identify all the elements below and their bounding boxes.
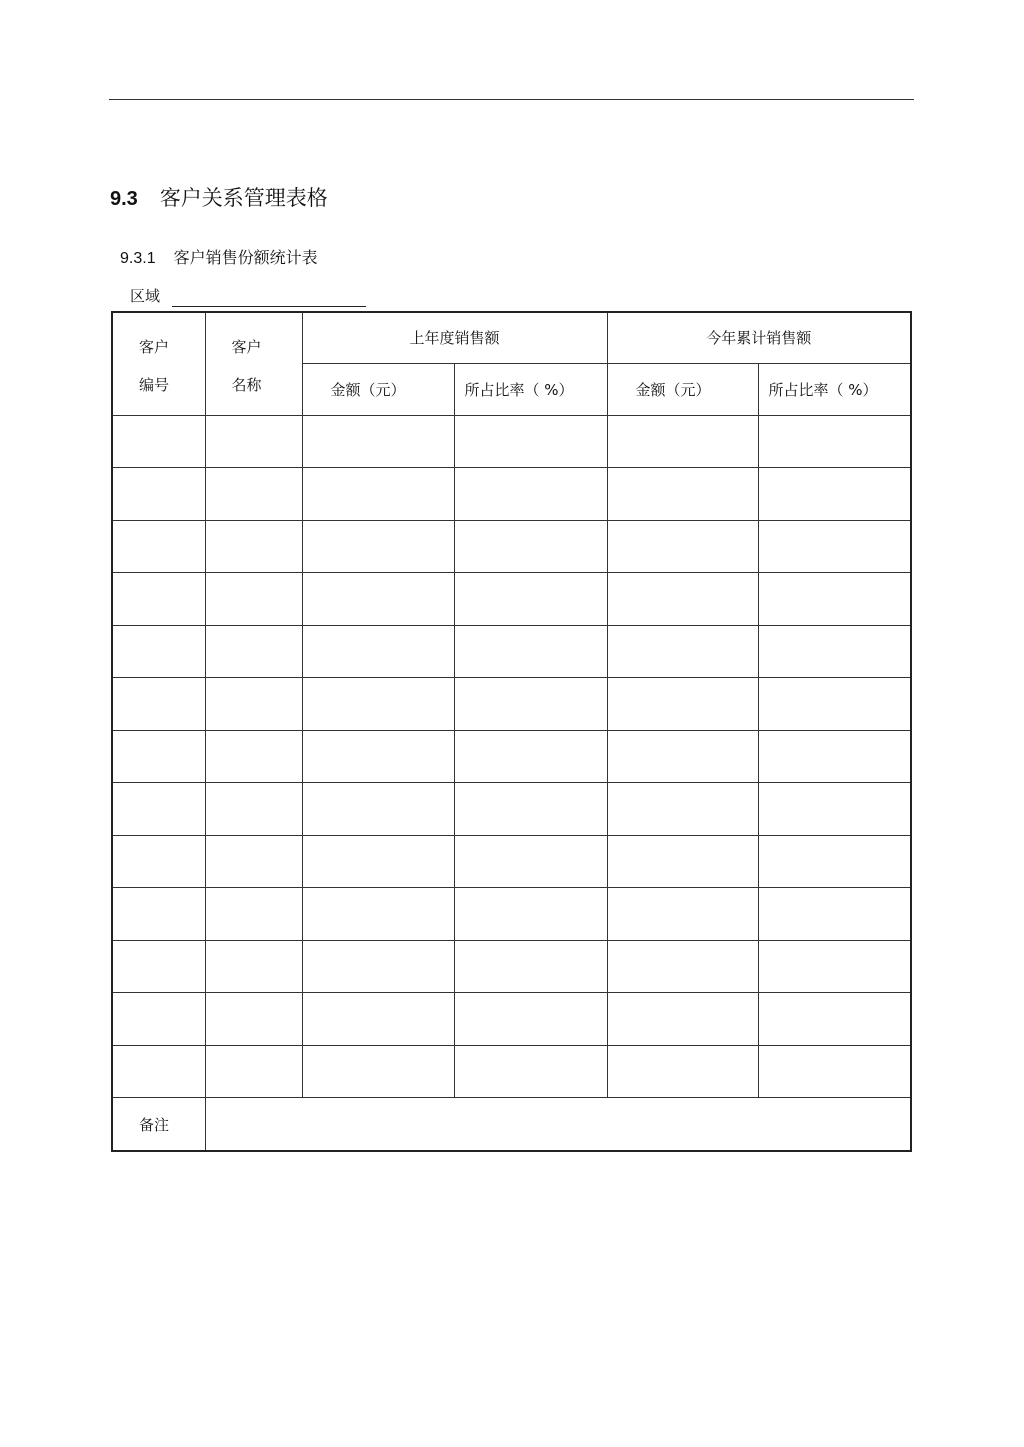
last-year-amount-cell[interactable] bbox=[302, 468, 454, 521]
last-year-ratio-cell[interactable] bbox=[454, 783, 607, 836]
customer-name-cell[interactable] bbox=[205, 468, 302, 521]
this-year-amount-cell[interactable] bbox=[607, 993, 758, 1046]
last-year-ratio-cell[interactable] bbox=[454, 888, 607, 941]
col-header-this-year-amount: 金额（元） bbox=[607, 363, 758, 415]
this-year-ratio-cell[interactable] bbox=[758, 835, 911, 888]
table-row bbox=[112, 678, 911, 731]
this-year-ratio-cell[interactable] bbox=[758, 678, 911, 731]
this-year-ratio-cell[interactable] bbox=[758, 993, 911, 1046]
this-year-ratio-cell[interactable] bbox=[758, 625, 911, 678]
this-year-ratio-cell[interactable] bbox=[758, 573, 911, 626]
customer-name-cell[interactable] bbox=[205, 573, 302, 626]
this-year-amount-cell[interactable] bbox=[607, 1045, 758, 1098]
customer-id-cell[interactable] bbox=[112, 888, 205, 941]
table-row bbox=[112, 468, 911, 521]
table-row bbox=[112, 835, 911, 888]
last-year-amount-cell[interactable] bbox=[302, 625, 454, 678]
this-year-ratio-cell[interactable] bbox=[758, 415, 911, 468]
last-year-ratio-cell[interactable] bbox=[454, 730, 607, 783]
last-year-ratio-cell[interactable] bbox=[454, 940, 607, 993]
customer-name-cell[interactable] bbox=[205, 625, 302, 678]
table-row bbox=[112, 993, 911, 1046]
this-year-ratio-cell[interactable] bbox=[758, 1045, 911, 1098]
this-year-ratio-cell[interactable] bbox=[758, 783, 911, 836]
last-year-ratio-cell[interactable] bbox=[454, 1045, 607, 1098]
group-header-this-year: 今年累计销售额 bbox=[607, 312, 911, 363]
this-year-ratio-cell[interactable] bbox=[758, 520, 911, 573]
section-heading bbox=[110, 184, 328, 213]
last-year-amount-cell[interactable] bbox=[302, 993, 454, 1046]
table-row bbox=[112, 625, 911, 678]
last-year-amount-cell[interactable] bbox=[302, 520, 454, 573]
col-header-last-year-amount: 金额（元） bbox=[302, 363, 454, 415]
this-year-amount-cell[interactable] bbox=[607, 625, 758, 678]
last-year-amount-cell[interactable] bbox=[302, 573, 454, 626]
customer-name-cell[interactable] bbox=[205, 520, 302, 573]
col-header-customer-id-line1: 客户 bbox=[139, 338, 170, 356]
last-year-ratio-cell[interactable] bbox=[454, 835, 607, 888]
table-body bbox=[112, 415, 911, 1098]
this-year-amount-cell[interactable] bbox=[607, 783, 758, 836]
this-year-ratio-cell[interactable] bbox=[758, 940, 911, 993]
col-header-customer-name-line1: 客户 bbox=[231, 338, 262, 356]
table-row bbox=[112, 1045, 911, 1098]
subsection-title: 客户销售份额统计表 bbox=[173, 248, 318, 267]
this-year-amount-cell[interactable] bbox=[607, 415, 758, 468]
this-year-amount-cell[interactable] bbox=[607, 573, 758, 626]
this-year-ratio-cell[interactable] bbox=[758, 730, 911, 783]
table-row bbox=[112, 940, 911, 993]
table-row bbox=[112, 888, 911, 941]
customer-name-cell[interactable] bbox=[205, 888, 302, 941]
this-year-amount-cell[interactable] bbox=[607, 730, 758, 783]
subsection-heading bbox=[120, 246, 318, 271]
customer-id-cell[interactable] bbox=[112, 730, 205, 783]
customer-id-cell[interactable] bbox=[112, 625, 205, 678]
customer-id-cell[interactable] bbox=[112, 783, 205, 836]
customer-name-cell[interactable] bbox=[205, 678, 302, 731]
header-row-groups bbox=[112, 312, 911, 363]
table-row bbox=[112, 520, 911, 573]
this-year-ratio-cell[interactable] bbox=[758, 888, 911, 941]
last-year-ratio-cell[interactable] bbox=[454, 573, 607, 626]
table-row bbox=[112, 783, 911, 836]
last-year-amount-cell[interactable] bbox=[302, 888, 454, 941]
customer-name-cell[interactable] bbox=[205, 415, 302, 468]
header-rule bbox=[109, 99, 914, 100]
last-year-ratio-cell[interactable] bbox=[454, 678, 607, 731]
remarks-label: 备注 bbox=[112, 1098, 205, 1152]
this-year-amount-cell[interactable] bbox=[607, 678, 758, 731]
col-header-last-year-ratio: 所占比率（ %） bbox=[454, 363, 607, 415]
remarks-field[interactable] bbox=[205, 1098, 911, 1152]
last-year-amount-cell[interactable] bbox=[302, 1045, 454, 1098]
customer-sales-share-table bbox=[111, 311, 912, 1152]
col-header-customer-name bbox=[205, 312, 302, 415]
group-header-last-year: 上年度销售额 bbox=[302, 312, 607, 363]
this-year-ratio-cell[interactable] bbox=[758, 468, 911, 521]
col-header-customer-id-line2: 编号 bbox=[139, 376, 170, 394]
table-row bbox=[112, 730, 911, 783]
this-year-amount-cell[interactable] bbox=[607, 888, 758, 941]
last-year-amount-cell[interactable] bbox=[302, 940, 454, 993]
customer-id-cell[interactable] bbox=[112, 573, 205, 626]
last-year-ratio-cell[interactable] bbox=[454, 415, 607, 468]
customer-name-cell[interactable] bbox=[205, 835, 302, 888]
customer-id-cell[interactable] bbox=[112, 415, 205, 468]
customer-name-cell[interactable] bbox=[205, 993, 302, 1046]
last-year-ratio-cell[interactable] bbox=[454, 993, 607, 1046]
this-year-amount-cell[interactable] bbox=[607, 468, 758, 521]
customer-name-cell[interactable] bbox=[205, 940, 302, 993]
this-year-amount-cell[interactable] bbox=[607, 940, 758, 993]
customer-id-cell[interactable] bbox=[112, 835, 205, 888]
customer-id-cell[interactable] bbox=[112, 678, 205, 731]
table-row bbox=[112, 573, 911, 626]
last-year-amount-cell[interactable] bbox=[302, 415, 454, 468]
last-year-amount-cell[interactable] bbox=[302, 783, 454, 836]
region-label: 区域 bbox=[130, 287, 161, 305]
customer-id-cell[interactable] bbox=[112, 1045, 205, 1098]
this-year-amount-cell[interactable] bbox=[607, 835, 758, 888]
last-year-amount-cell[interactable] bbox=[302, 835, 454, 888]
last-year-amount-cell[interactable] bbox=[302, 678, 454, 731]
col-header-customer-name-line2: 名称 bbox=[231, 376, 262, 394]
customer-name-cell[interactable] bbox=[205, 730, 302, 783]
customer-id-cell[interactable] bbox=[112, 993, 205, 1046]
col-header-this-year-ratio: 所占比率（ %） bbox=[758, 363, 911, 415]
last-year-ratio-cell[interactable] bbox=[454, 625, 607, 678]
last-year-ratio-cell[interactable] bbox=[454, 520, 607, 573]
customer-name-cell[interactable] bbox=[205, 783, 302, 836]
customer-id-cell[interactable] bbox=[112, 520, 205, 573]
customer-name-cell[interactable] bbox=[205, 1045, 302, 1098]
last-year-amount-cell[interactable] bbox=[302, 730, 454, 783]
section-title: 客户关系管理表格 bbox=[159, 186, 328, 210]
table-row bbox=[112, 415, 911, 468]
this-year-amount-cell[interactable] bbox=[607, 520, 758, 573]
section-number: 9.3 bbox=[110, 188, 138, 210]
last-year-ratio-cell[interactable] bbox=[454, 468, 607, 521]
customer-id-cell[interactable] bbox=[112, 468, 205, 521]
col-header-customer-id bbox=[112, 312, 205, 415]
subsection-number: 9.3.1 bbox=[120, 250, 156, 267]
region-input-line[interactable] bbox=[172, 306, 366, 307]
customer-id-cell[interactable] bbox=[112, 940, 205, 993]
remarks-row bbox=[112, 1098, 911, 1152]
